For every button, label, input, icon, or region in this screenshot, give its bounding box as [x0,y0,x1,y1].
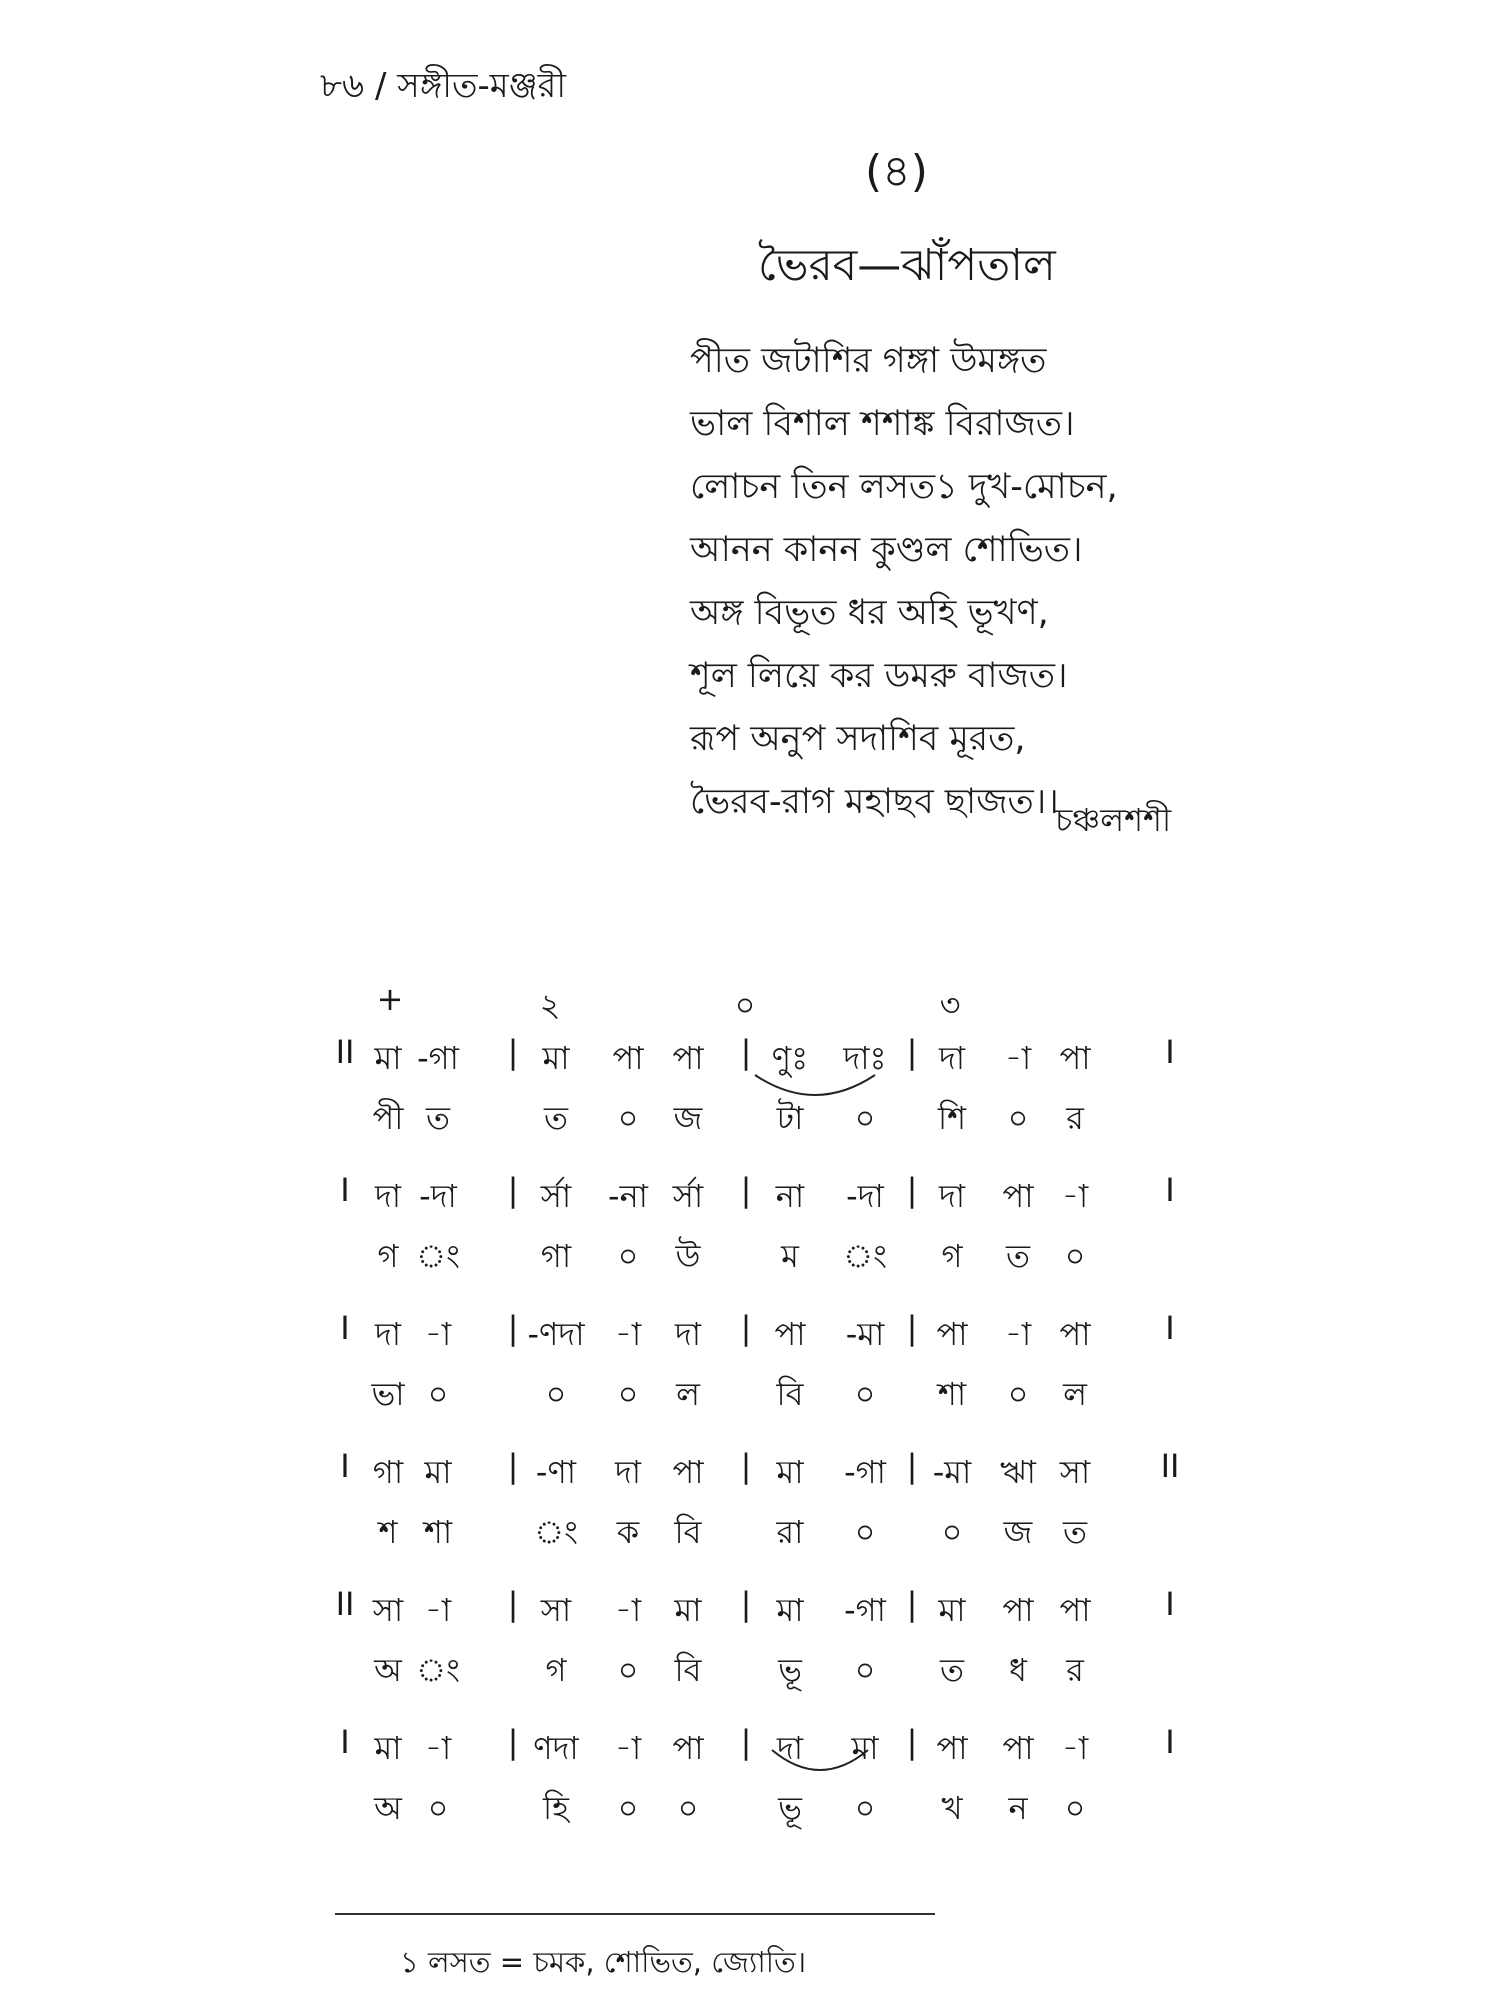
swara-note: মা [542,1039,570,1077]
lyric-syllable: র [1066,1099,1084,1137]
swara-note: ণদা [533,1729,579,1767]
swara-note: -া [614,1729,642,1767]
lyric-syllable: শা [423,1513,453,1551]
lyric-syllable: ০ [854,1513,876,1551]
swara-note: মা [674,1591,702,1629]
swara-note: -দা [846,1177,884,1215]
poem-line: ভাল বিশাল শশাঙ্ক বিরাজত। [690,404,1075,444]
lyric-syllable: গ [377,1237,399,1275]
swara-note: পা [1059,1315,1091,1353]
lyric-syllable: ০ [1064,1237,1086,1275]
beat-marker-sam: + [376,980,404,1018]
lyric-syllable: ং [843,1237,887,1275]
song-number: (৪) [865,146,928,197]
swara-note: মা [776,1453,804,1491]
swara-note: মা [776,1591,804,1629]
swara-note: পা [936,1729,968,1767]
row-start-barline: I [340,1447,350,1485]
lyric-syllable: ত [1005,1237,1031,1275]
lyric-syllable: টা [776,1099,804,1137]
swara-note: মা [424,1453,452,1491]
lyric-syllable: খ [941,1789,963,1827]
lyric-syllable: ং [534,1513,578,1551]
swara-note: দা [674,1315,702,1353]
lyric-syllable: ০ [677,1789,699,1827]
lyric-syllable: ন [1008,1789,1028,1827]
swara-note: -মা [845,1315,885,1353]
row-start-barline: I [340,1723,350,1761]
lyric-syllable: ০ [941,1513,963,1551]
swara-note: পা [672,1039,704,1077]
lyric-syllable: জ [1003,1513,1033,1551]
footnote: ১ লসত = চমক, শোভিত, জ্যোতি। [400,1945,807,1979]
lyric-syllable: জ [673,1099,703,1137]
lyric-syllable: রা [776,1513,804,1551]
lyric-syllable: গ [941,1237,963,1275]
lyric-syllable: ০ [854,1375,876,1413]
lyric-syllable: গ [545,1651,567,1689]
swara-note: -ণদা [527,1315,585,1353]
poem-line: আনন কানন কুণ্ডল শোভিত। [690,530,1083,570]
swara-note: সা [1059,1453,1091,1491]
lyric-syllable: ০ [617,1237,639,1275]
swara-note: পা [612,1039,644,1077]
lyric-syllable: শ [378,1513,398,1551]
poem-line: পীত জটাশির গঙ্গা উমঙ্গত [690,341,1047,381]
vibhag-divider: | [740,1585,752,1623]
row-start-barline: II [335,1585,355,1623]
swara-note: দা [614,1453,642,1491]
swara-note: -া [1004,1039,1032,1077]
lyric-syllable: ০ [854,1789,876,1827]
swara-note: দা [938,1177,966,1215]
vibhag-divider: | [507,1723,519,1761]
footnote-divider [335,1913,935,1915]
lyric-syllable: বি [776,1375,804,1413]
row-start-barline: I [340,1171,350,1209]
lyric-syllable: ০ [1007,1375,1029,1413]
swara-note: -গা [417,1039,459,1077]
vibhag-divider: | [906,1171,918,1209]
swara-note: পা [1059,1591,1091,1629]
swara-note: পা [1059,1039,1091,1077]
lyric-syllable: ং [416,1237,460,1275]
swara-note: -া [1061,1177,1089,1215]
row-end-barline: I [1165,1171,1175,1209]
swara-note: র্সা [540,1177,572,1215]
page-header: ৮৬ / সঙ্গীত-মঞ্জরী [320,66,567,106]
swara-note: -দা [419,1177,457,1215]
swara-note: দা [374,1315,402,1353]
lyric-syllable: ০ [617,1651,639,1689]
swara-note: পা [774,1315,806,1353]
swara-note: -া [1004,1315,1032,1353]
swara-note: ঋা [1000,1453,1036,1491]
vibhag-divider: | [507,1033,519,1071]
swara-note: সা [372,1591,404,1629]
poem-line: লোচন তিন লসত১ দুখ-মোচন, [690,467,1118,507]
swara-note: দা [374,1177,402,1215]
swara-note: পা [672,1453,704,1491]
swara-note: র্সা [672,1177,704,1215]
lyric-syllable: ল [676,1375,700,1413]
vibhag-divider: | [906,1447,918,1485]
song-title: ভৈরব—ঝাঁপতাল [758,240,1056,291]
poem-line: রূপ অনুপ সদাশিব মূরত, [690,719,1026,759]
lyric-syllable: ং [416,1651,460,1689]
poet-name: চঞ্চলশশী [1055,801,1172,839]
lyric-syllable: শি [937,1099,967,1137]
swara-note: দা [776,1729,804,1767]
row-end-barline: I [1165,1723,1175,1761]
poem-line: অঙ্গ বিভূত ধর অহি ভূখণ, [690,593,1049,633]
lyric-syllable: ত [939,1651,965,1689]
lyric-syllable: ভা [371,1375,405,1413]
lyric-syllable: উ [675,1237,701,1275]
poem-line: ভৈরব-রাগ মহাছব ছাজত।। [690,782,1059,822]
beat-marker-three: ৩ [939,986,961,1024]
swara-note: -া [424,1591,452,1629]
vibhag-divider: | [740,1447,752,1485]
beat-marker-khali: ০ [734,986,756,1024]
lyric-syllable: ভূ [778,1789,802,1827]
lyric-syllable: ০ [854,1651,876,1689]
lyric-syllable: হি [543,1789,569,1827]
swara-note: পা [936,1315,968,1353]
swara-note: মা [938,1591,966,1629]
lyric-syllable: ০ [1064,1789,1086,1827]
lyric-syllable: ০ [854,1099,876,1137]
lyric-syllable: গা [540,1237,572,1275]
lyric-syllable: ধ [1009,1651,1027,1689]
vibhag-divider: | [906,1585,918,1623]
vibhag-divider: | [906,1723,918,1761]
swara-note: দা [938,1039,966,1077]
swara-note: -গা [844,1453,886,1491]
swara-note: -া [424,1315,452,1353]
row-start-barline: I [340,1309,350,1347]
row-end-barline: I [1165,1033,1175,1071]
swara-note: -া [614,1315,642,1353]
lyric-syllable: ভূ [778,1651,802,1689]
swara-note: -া [614,1591,642,1629]
swara-note: মা [374,1729,402,1767]
lyric-syllable: ০ [427,1789,449,1827]
lyric-syllable: ল [1063,1375,1087,1413]
vibhag-divider: | [740,1171,752,1209]
swara-note: -া [424,1729,452,1767]
swara-note: গা [372,1453,404,1491]
lyric-syllable: বি [674,1513,702,1551]
vibhag-divider: | [507,1447,519,1485]
vibhag-divider: | [507,1171,519,1209]
beat-marker-two: ২ [539,986,561,1024]
swara-note: না [775,1177,805,1215]
lyric-syllable: বি [674,1651,702,1689]
lyric-syllable: ত [1062,1513,1088,1551]
row-end-barline: I [1165,1309,1175,1347]
swara-note: পা [1002,1729,1034,1767]
swara-note: দাঃ [843,1039,887,1077]
swara-note: মা [851,1729,879,1767]
swara-note: -ণা [535,1453,577,1491]
swara-note: পা [1002,1177,1034,1215]
lyric-syllable: শা [937,1375,967,1413]
vibhag-divider: | [507,1585,519,1623]
lyric-syllable: পী [372,1099,404,1137]
lyric-syllable: ০ [427,1375,449,1413]
row-end-barline: I [1165,1585,1175,1623]
vibhag-divider: | [740,1723,752,1761]
swara-note: -মা [932,1453,972,1491]
swara-note: -গা [844,1591,886,1629]
vibhag-divider: | [906,1309,918,1347]
row-end-barline: II [1160,1447,1180,1485]
vibhag-divider: | [507,1309,519,1347]
swara-note: -া [1061,1729,1089,1767]
lyric-syllable: ০ [617,1789,639,1827]
lyric-syllable: ক [616,1513,640,1551]
lyric-syllable: র [1066,1651,1084,1689]
swara-note: সা [540,1591,572,1629]
swara-note: মা [374,1039,402,1077]
poem-line: শূল লিয়ে কর ডমরু বাজত। [690,656,1068,696]
lyric-syllable: ০ [545,1375,567,1413]
lyric-syllable: ০ [617,1099,639,1137]
lyric-syllable: ম [781,1237,799,1275]
swara-note: ণুঃ [771,1039,809,1077]
vibhag-divider: | [906,1033,918,1071]
lyric-syllable: অ [374,1789,402,1827]
swara-note: পা [1002,1591,1034,1629]
lyric-syllable: ০ [1007,1099,1029,1137]
vibhag-divider: | [740,1309,752,1347]
vibhag-divider: | [740,1033,752,1071]
lyric-syllable: ০ [617,1375,639,1413]
lyric-syllable: ত [425,1099,451,1137]
lyric-syllable: ত [543,1099,569,1137]
swara-note: -না [608,1177,648,1215]
lyric-syllable: অ [374,1651,402,1689]
row-start-barline: II [335,1033,355,1071]
swara-note: পা [672,1729,704,1767]
